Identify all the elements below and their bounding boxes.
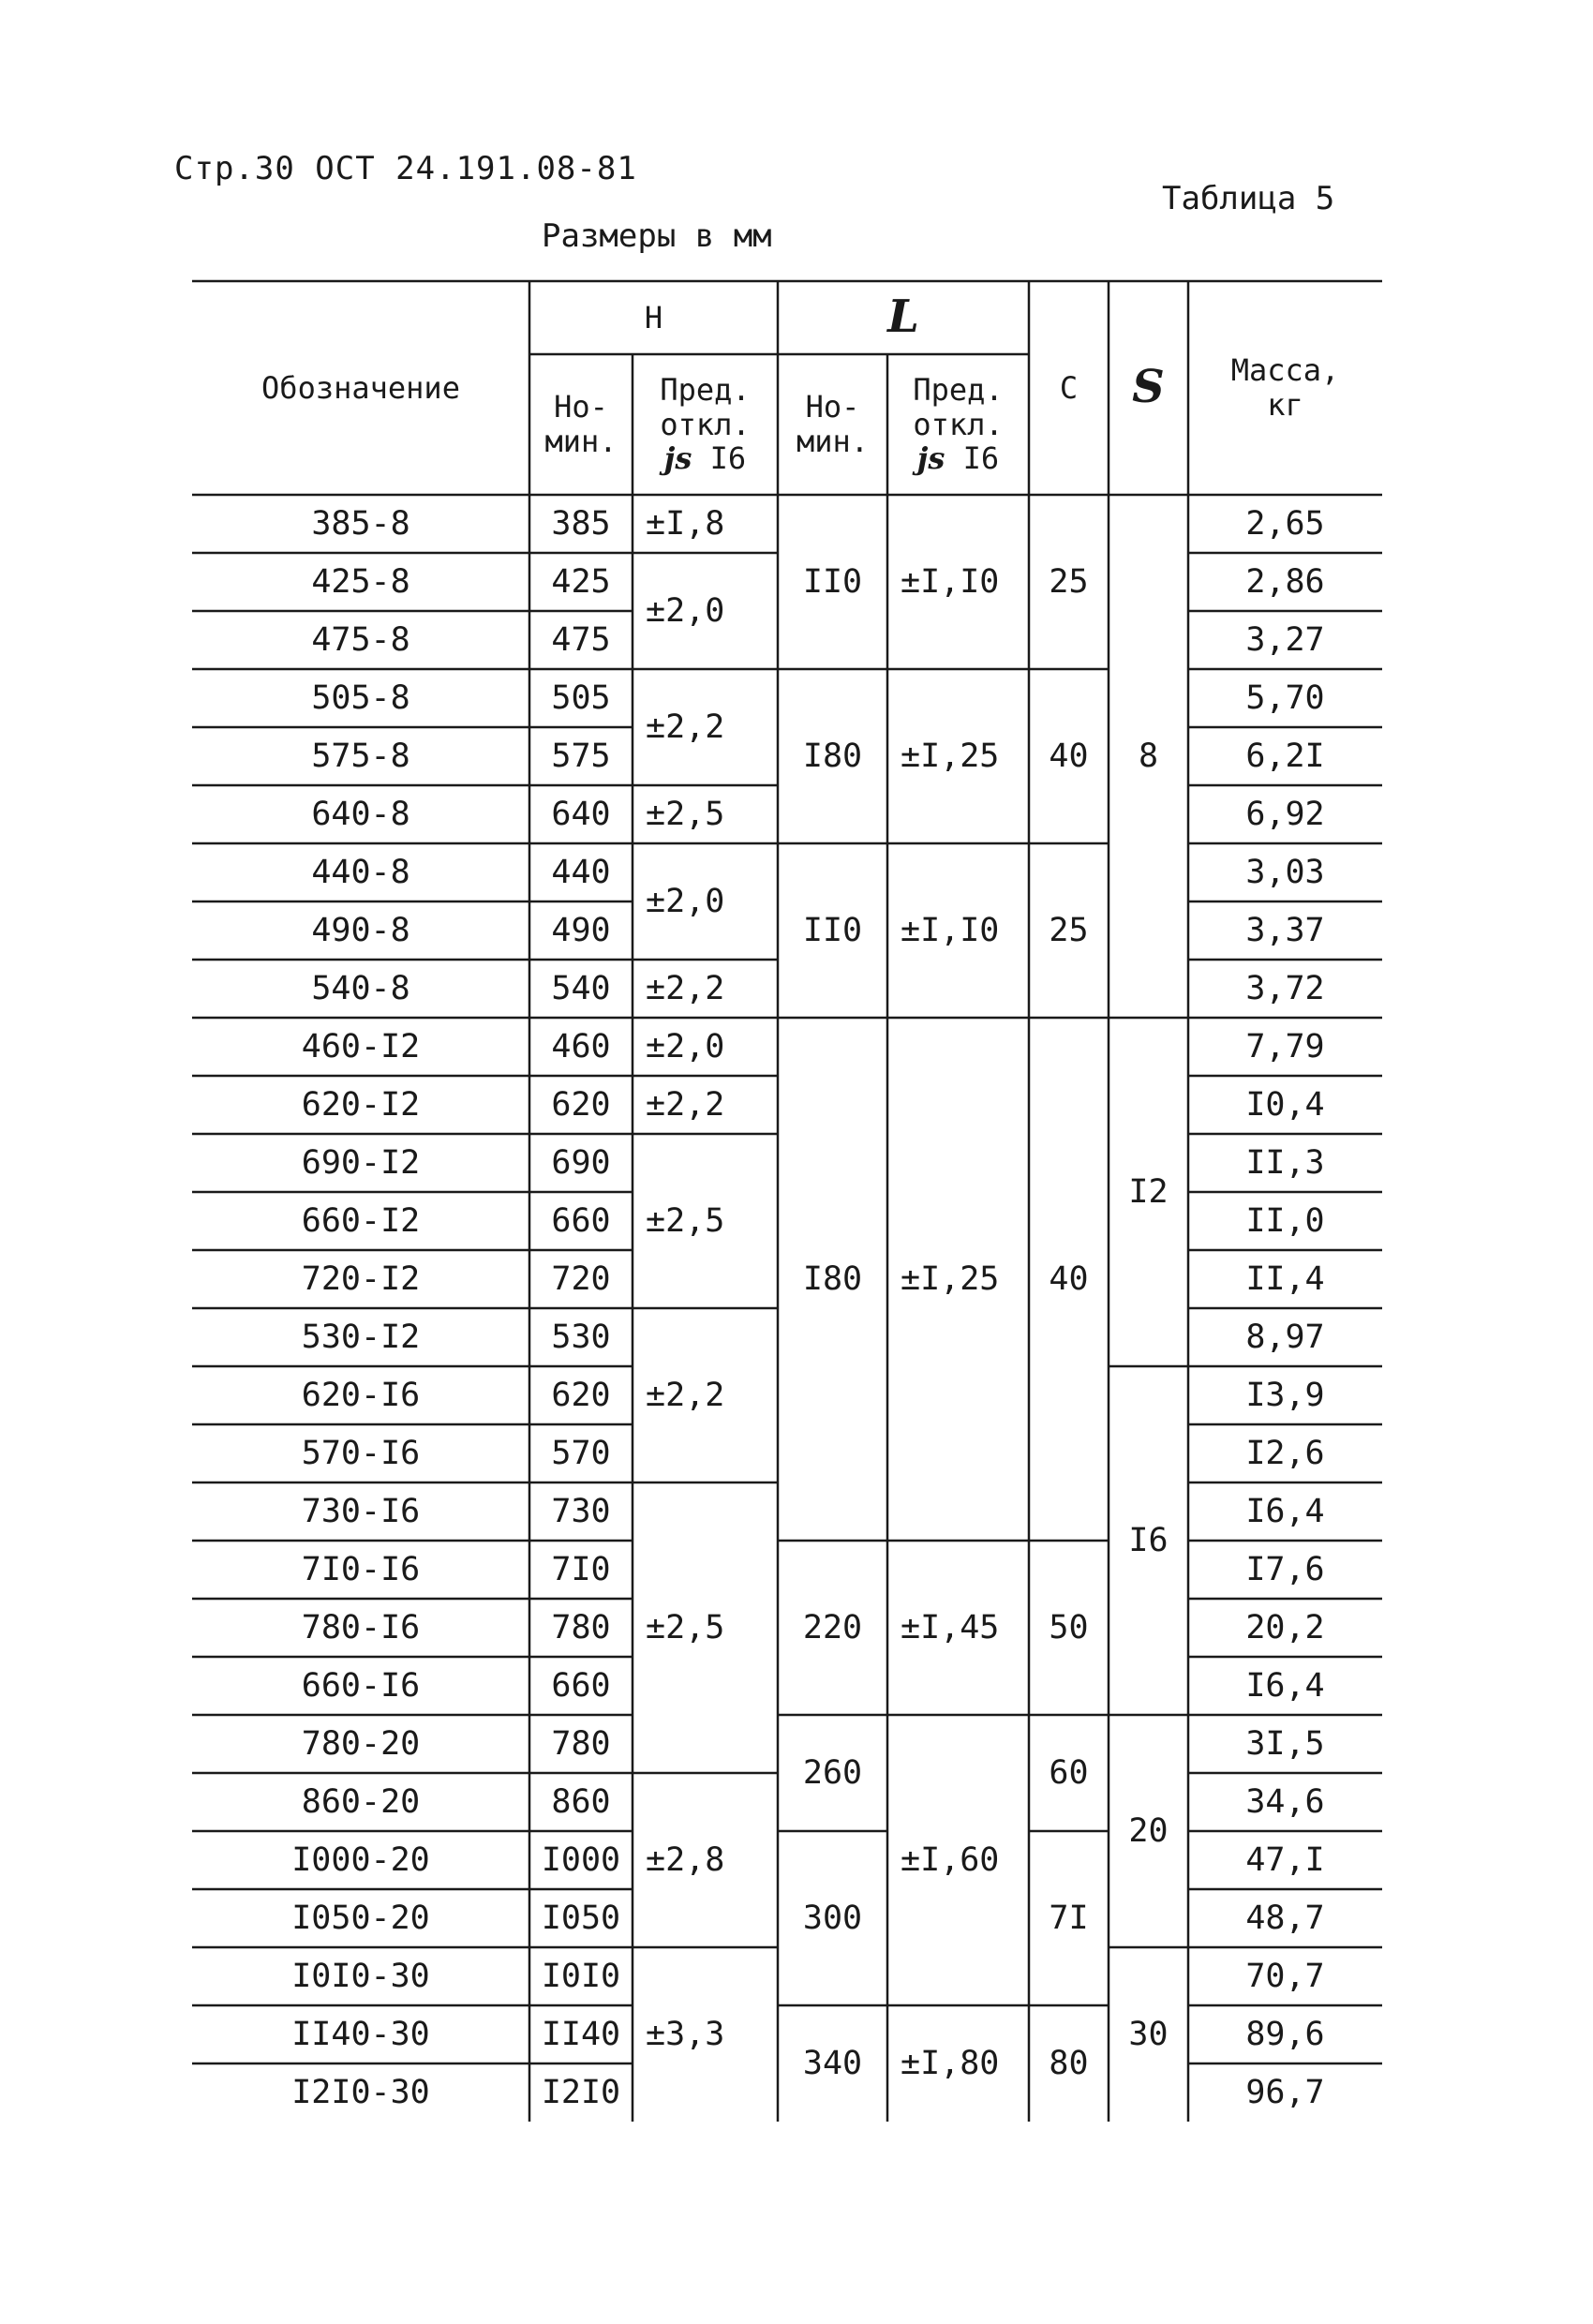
- designation-header: [192, 281, 529, 495]
- s-cell: I2: [1128, 1172, 1169, 1211]
- designation-header-label: Обозначение: [261, 369, 460, 406]
- h-nominal-cell: 620: [551, 1085, 611, 1124]
- designation-cell: I0I0-30: [291, 1957, 430, 1995]
- l-nominal-cell: II0: [802, 911, 863, 949]
- h-tolerance-cell: ±2,2: [646, 1376, 725, 1414]
- h-nominal-cell: I2I0: [541, 2073, 621, 2111]
- c-cell: 80: [1049, 2044, 1089, 2082]
- designation-cell: 475-8: [311, 620, 410, 659]
- h-nominal-header: [529, 354, 633, 495]
- s-header: [1109, 281, 1188, 495]
- mass-cell: I3,9: [1245, 1376, 1325, 1414]
- h-nominal-cell: 7I0: [551, 1550, 611, 1588]
- designation-cell: 490-8: [311, 911, 410, 949]
- s-header-label: S: [1132, 361, 1165, 414]
- mass-cell: II,3: [1245, 1143, 1325, 1182]
- c-header-label: С: [1059, 369, 1079, 406]
- c-cell: 25: [1049, 911, 1089, 949]
- h-nominal-cell: 570: [551, 1434, 611, 1472]
- mass-cell: 20,2: [1245, 1608, 1325, 1646]
- l-tol-grade: I6: [962, 440, 1000, 477]
- h-nominal-cell: 530: [551, 1318, 611, 1356]
- designation-cell: 575-8: [311, 737, 410, 775]
- h-nominal-cell: 780: [551, 1724, 611, 1763]
- mass-cell: 7,79: [1245, 1027, 1325, 1065]
- l-header-label: L: [887, 290, 919, 344]
- h-nominal-cell: 860: [551, 1782, 611, 1821]
- designation-cell: 690-I2: [301, 1143, 421, 1182]
- mass-cell: 5,70: [1245, 678, 1325, 717]
- l-nominal-cell: 260: [802, 1753, 863, 1792]
- h-nominal-cell: 460: [551, 1027, 611, 1065]
- table-label: Таблица 5: [1162, 180, 1335, 217]
- mass-cell: 6,92: [1245, 795, 1325, 833]
- l-nominal-cell: I80: [802, 737, 863, 775]
- designation-cell: 7I0-I6: [301, 1550, 421, 1588]
- c-header: [1029, 281, 1109, 495]
- h-nominal-cell: 730: [551, 1492, 611, 1530]
- h-tolerance-header-line2: откл.: [660, 406, 751, 442]
- mass-cell: 3,37: [1245, 911, 1325, 949]
- designation-cell: 860-20: [301, 1782, 421, 1821]
- s-cell: I6: [1128, 1521, 1169, 1559]
- designation-cell: 720-I2: [301, 1259, 421, 1298]
- c-cell: 25: [1049, 562, 1089, 601]
- h-nominal-cell: 660: [551, 1201, 611, 1240]
- h-nominal-cell: I000: [541, 1840, 621, 1879]
- h-tolerance-cell: ±2,5: [646, 1201, 725, 1240]
- h-tolerance-cell: ±2,2: [646, 1085, 725, 1124]
- h-nominal-cell: 690: [551, 1143, 611, 1182]
- designation-cell: I2I0-30: [291, 2073, 430, 2111]
- mass-cell: 3,72: [1245, 969, 1325, 1007]
- mass-cell: I7,6: [1245, 1550, 1325, 1588]
- l-tolerance-cell: ±I,60: [901, 1840, 1000, 1879]
- h-tolerance-cell: ±2,5: [646, 795, 725, 833]
- l-nominal-cell: 220: [802, 1608, 863, 1646]
- h-nominal-cell: 505: [551, 678, 611, 717]
- mass-cell: 8,97: [1245, 1318, 1325, 1356]
- h-tolerance-cell: ±2,2: [646, 969, 725, 1007]
- h-tolerance-cell: ±2,0: [646, 882, 725, 920]
- h-nominal-cell: 540: [551, 969, 611, 1007]
- units-note: Размеры в мм: [542, 217, 772, 255]
- l-tolerance-header: [887, 354, 1029, 495]
- mass-header-line1: Масса,: [1230, 352, 1340, 389]
- mass-cell: II,0: [1245, 1201, 1325, 1240]
- h-nominal-cell: I050: [541, 1899, 621, 1937]
- l-tolerance-cell: ±I,25: [901, 737, 1000, 775]
- mass-cell: 3I,5: [1245, 1724, 1325, 1763]
- h-header: [529, 281, 778, 354]
- l-nominal-cell: 340: [802, 2044, 863, 2082]
- s-cell: 30: [1128, 2015, 1169, 2053]
- l-header: [778, 281, 1029, 354]
- designation-cell: 620-I2: [301, 1085, 421, 1124]
- mass-cell: 48,7: [1245, 1899, 1325, 1937]
- l-tolerance-cell: ±I,45: [901, 1608, 1000, 1646]
- designation-cell: 660-I6: [301, 1666, 421, 1705]
- mass-cell: 96,7: [1245, 2073, 1325, 2111]
- l-tolerance-header-line1: Пред.: [913, 371, 1004, 408]
- designation-cell: 530-I2: [301, 1318, 421, 1356]
- mass-cell: 70,7: [1245, 1957, 1325, 1995]
- mass-cell: II,4: [1245, 1259, 1325, 1298]
- l-nominal-cell: 300: [802, 1899, 863, 1937]
- mass-cell: 6,2I: [1245, 737, 1325, 775]
- h-nominal-header-line1: Но-: [554, 389, 608, 425]
- h-nominal-cell: 440: [551, 853, 611, 891]
- s-cell: 20: [1128, 1811, 1169, 1850]
- l-tolerance-cell: ±I,I0: [901, 562, 1000, 601]
- l-tolerance-cell: ±I,80: [901, 2044, 1000, 2082]
- designation-cell: 780-20: [301, 1724, 421, 1763]
- h-tolerance-header-line3: [664, 441, 746, 476]
- mass-cell: 47,I: [1245, 1840, 1325, 1879]
- h-nominal-cell: I0I0: [541, 1957, 621, 1995]
- c-cell: 7I: [1049, 1899, 1089, 1937]
- designation-cell: 640-8: [311, 795, 410, 833]
- h-tolerance-header: [633, 354, 778, 495]
- l-tolerance-header-line3: [917, 441, 999, 476]
- c-cell: 60: [1049, 1753, 1089, 1792]
- h-nominal-cell: 475: [551, 620, 611, 659]
- h-nominal-cell: 660: [551, 1666, 611, 1705]
- mass-cell: I6,4: [1245, 1492, 1325, 1530]
- h-tol-grade: I6: [709, 440, 747, 477]
- designation-cell: 730-I6: [301, 1492, 421, 1530]
- designation-cell: I000-20: [291, 1840, 430, 1879]
- designation-cell: 505-8: [311, 678, 410, 717]
- h-tolerance-cell: ±2,8: [646, 1840, 725, 1879]
- s-cell: 8: [1138, 737, 1159, 775]
- h-nominal-cell: 780: [551, 1608, 611, 1646]
- h-tolerance-cell: ±2,5: [646, 1608, 725, 1646]
- l-nominal-header: [778, 354, 887, 495]
- l-tolerance-cell: ±I,I0: [901, 911, 1000, 949]
- designation-cell: 540-8: [311, 969, 410, 1007]
- h-nominal-cell: 425: [551, 562, 611, 601]
- c-cell: 50: [1049, 1608, 1089, 1646]
- mass-cell: 3,03: [1245, 853, 1325, 891]
- mass-cell: 2,86: [1245, 562, 1325, 601]
- h-js-symbol: js: [663, 440, 692, 477]
- page-header: Стр.30 ОСТ 24.191.08-81: [174, 150, 637, 187]
- mass-cell: I6,4: [1245, 1666, 1325, 1705]
- mass-cell: 34,6: [1245, 1782, 1325, 1821]
- mass-cell: I2,6: [1245, 1434, 1325, 1472]
- designation-cell: 780-I6: [301, 1608, 421, 1646]
- mass-cell: 2,65: [1245, 504, 1325, 543]
- designation-cell: 620-I6: [301, 1376, 421, 1414]
- h-nominal-cell: 385: [551, 504, 611, 543]
- h-nominal-cell: 620: [551, 1376, 611, 1414]
- h-nominal-cell: II40: [541, 2015, 621, 2053]
- h-header-label: Н: [644, 299, 663, 335]
- l-nominal-header-line1: Но-: [805, 389, 860, 425]
- l-nominal-header-line2: мин.: [796, 424, 870, 459]
- h-tolerance-cell: ±2,0: [646, 1027, 725, 1065]
- h-tolerance-cell: ±3,3: [646, 2015, 725, 2053]
- h-nominal-cell: 640: [551, 795, 611, 833]
- mass-header: [1188, 281, 1382, 495]
- l-nominal-cell: I80: [802, 1259, 863, 1298]
- designation-cell: II40-30: [291, 2015, 430, 2053]
- mass-cell: I0,4: [1245, 1085, 1325, 1124]
- h-tolerance-cell: ±2,2: [646, 708, 725, 746]
- designation-cell: 440-8: [311, 853, 410, 891]
- h-tolerance-cell: ±I,8: [646, 504, 725, 543]
- designation-cell: 385-8: [311, 504, 410, 543]
- mass-cell: 3,27: [1245, 620, 1325, 659]
- l-tolerance-header-line2: откл.: [913, 406, 1004, 442]
- mass-cell: 89,6: [1245, 2015, 1325, 2053]
- c-cell: 40: [1049, 737, 1089, 775]
- h-nominal-cell: 720: [551, 1259, 611, 1298]
- mass-header-line2: кг: [1267, 387, 1303, 423]
- designation-cell: 660-I2: [301, 1201, 421, 1240]
- h-nominal-header-line2: мин.: [544, 424, 618, 459]
- h-tolerance-header-line1: Пред.: [660, 371, 751, 408]
- l-nominal-cell: II0: [802, 562, 863, 601]
- l-tolerance-cell: ±I,25: [901, 1259, 1000, 1298]
- l-js-symbol: js: [916, 440, 945, 477]
- h-nominal-cell: 490: [551, 911, 611, 949]
- c-cell: 40: [1049, 1259, 1089, 1298]
- designation-cell: 460-I2: [301, 1027, 421, 1065]
- designation-cell: 570-I6: [301, 1434, 421, 1472]
- designation-cell: 425-8: [311, 562, 410, 601]
- h-tolerance-cell: ±2,0: [646, 591, 725, 630]
- designation-cell: I050-20: [291, 1899, 430, 1937]
- h-nominal-cell: 575: [551, 737, 611, 775]
